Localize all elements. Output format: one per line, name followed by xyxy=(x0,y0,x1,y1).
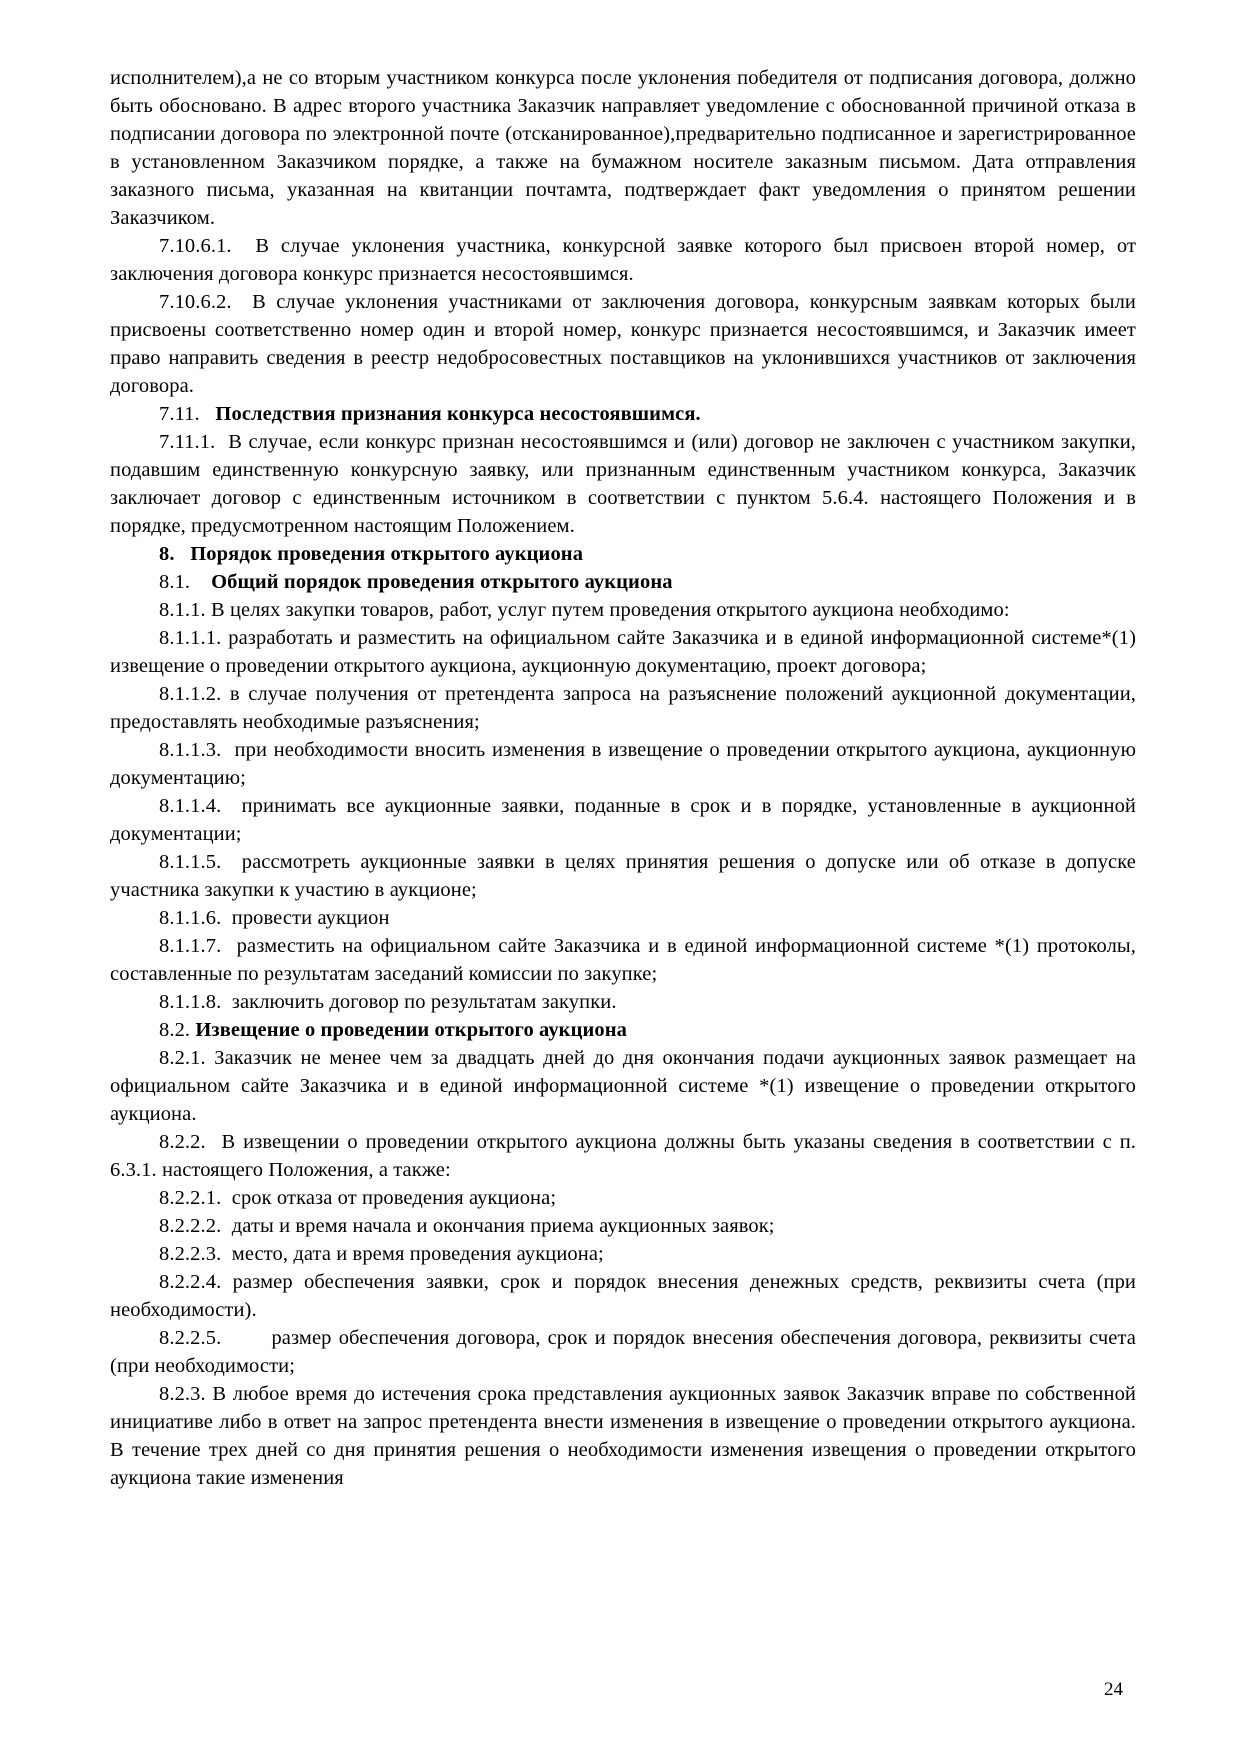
paragraph xyxy=(110,1128,1136,1184)
paragraph-text: 8.1.1.5. рассмотреть аукционные заявки в целях принятия решения о допуске или об отказе в допуске участника закупки к участию в аукционе; xyxy=(110,851,1136,901)
paragraph-text-bold: Извещение о проведении открытого аукциона xyxy=(195,1019,628,1041)
paragraph xyxy=(110,988,1136,1016)
paragraph-text: 8.1.1. В целях закупки товаров, работ, услуг путем проведения открытого аукциона необходимо: xyxy=(159,599,1010,621)
paragraph-text: 8.2.2. В извещении о проведении открытого аукциона должны быть указаны сведения в соответствии с п. 6.3.1. настоящего Положения, а также: xyxy=(110,1131,1136,1181)
paragraph-text: 7.10.6.2. В случае уклонения участниками от заключения договора, конкурсным заявкам которых были присвоены соответственно номер один и второй номер, конкурс признается несостоявшимся, и Заказчик имеет право направить сведения в реестр недобросовестных поставщиков на уклонившихся участников от заключения договора. xyxy=(110,291,1136,397)
paragraph xyxy=(110,288,1136,400)
paragraph-text: 8.2.2.2. даты и время начала и окончания приема аукционных заявок; xyxy=(159,1215,775,1237)
paragraph xyxy=(110,1324,1136,1380)
paragraph xyxy=(110,428,1136,540)
paragraph xyxy=(110,568,1136,596)
page-number: 24 xyxy=(1104,1679,1123,1700)
paragraph-text: 8.2.1. Заказчик не менее чем за двадцать дней до дня окончания подачи аукционных заявок размещает на официальном сайте Заказчика и в единой информационной системе *(1) извещение о проведении открытого аукциона. xyxy=(110,1047,1136,1125)
paragraph-text: 8.2. xyxy=(159,1019,196,1041)
paragraph xyxy=(110,848,1136,904)
document-body xyxy=(110,64,1136,1492)
paragraph-text: 8.2.3. В любое время до истечения срока представления аукционных заявок Заказчик вправе по собственной инициативе либо в ответ на запрос претендента внести изменения в извещение о проведении открытого аукциона. В течение трех дней со дня принятия решения о необходимости изменения извещения о проведении открытого аукциона такие изменения xyxy=(110,1383,1136,1489)
paragraph-text: 8.1.1.1. разработать и разместить на официальном сайте Заказчика и в единой информационной системе*(1) извещение о проведении открытого аукциона, аукционную документацию, проект договора; xyxy=(110,627,1136,677)
paragraph-text: 8.1.1.3. при необходимости вносить изменения в извещение о проведении открытого аукциона, аукционную документацию; xyxy=(110,739,1136,789)
paragraph xyxy=(110,1380,1136,1492)
paragraph xyxy=(110,904,1136,932)
paragraph xyxy=(110,1268,1136,1324)
paragraph xyxy=(110,736,1136,792)
paragraph-text: 8.2.2.5. размер обеспечения договора, срок и порядок внесения обеспечения договора, реквизиты счета (при необходимости; xyxy=(110,1327,1136,1377)
paragraph xyxy=(110,1212,1136,1240)
paragraph xyxy=(110,64,1136,232)
paragraph xyxy=(110,596,1136,624)
paragraph xyxy=(110,540,1136,568)
paragraph xyxy=(110,400,1136,428)
paragraph xyxy=(110,232,1136,288)
paragraph xyxy=(110,792,1136,848)
paragraph xyxy=(110,1240,1136,1268)
paragraph xyxy=(110,680,1136,736)
paragraph-text: 7.11. xyxy=(159,403,216,425)
paragraph xyxy=(110,1044,1136,1128)
paragraph-text: 8.1.1.8. заключить договор по результатам закупки. xyxy=(159,991,617,1013)
paragraph-text-bold: Последствия признания конкурса несостоявшимся. xyxy=(215,403,701,425)
paragraph-text: 8.2.2.1. срок отказа от проведения аукциона; xyxy=(159,1187,557,1209)
paragraph xyxy=(110,624,1136,680)
paragraph-text: 7.10.6.1. В случае уклонения участника, конкурсной заявке которого был присвоен второй номер, от заключения договора конкурс признается несостоявшимся. xyxy=(110,235,1136,285)
paragraph xyxy=(110,1184,1136,1212)
paragraph-text: 8.2.2.4. размер обеспечения заявки, срок и порядок внесения денежных средств, реквизиты счета (при необходимости). xyxy=(110,1271,1136,1321)
paragraph-text: 8.1.1.6. провести аукцион xyxy=(159,907,390,929)
paragraph xyxy=(110,1016,1136,1044)
paragraph-text: 8.1. xyxy=(159,571,212,593)
paragraph-text: 8.1.1.4. принимать все аукционные заявки, поданные в срок и в порядке, установленные в аукционной документации; xyxy=(110,795,1136,845)
paragraph-text-bold: Общий порядок проведения открытого аукциона xyxy=(211,571,673,593)
paragraph-text: 8.1.1.7. разместить на официальном сайте Заказчика и в единой информационной системе *(1) протоколы, составленные по результатам заседаний комиссии по закупке; xyxy=(110,935,1136,985)
paragraph-text: 8.1.1.2. в случае получения от претендента запроса на разъяснение положений аукционной документации, предоставлять необходимые разъяснения; xyxy=(110,683,1136,733)
paragraph-text: 8.2.2.3. место, дата и время проведения аукциона; xyxy=(159,1243,604,1265)
paragraph-text: 7.11.1. В случае, если конкурс признан несостоявшимся и (или) договор не заключен с участником закупки, подавшим единственную конкурсную заявку, или признанным единственным участником конкурса, Заказчик заключает договор с единственным источником в соответствии с пунктом 5.6.4. настоящего Положения и в порядке, предусмотренном настоящим Положением. xyxy=(110,431,1136,537)
paragraph-text-bold: 8. Порядок проведения открытого аукциона xyxy=(159,543,584,565)
paragraph-text: исполнителем),а не со вторым участником конкурса после уклонения победителя от подписания договора, должно быть обосновано. В адрес второго участника Заказчик направляет уведомление с обоснованной причиной отказа в подписании договора по электронной почте (отсканированное),предварительно подписанное и зарегистрированное в установленном Заказчиком порядке, а также на бумажном носителе заказным письмом. Дата отправления заказного письма, указанная на квитанции почтамта, подтверждает факт уведомления о принятом решении Заказчиком. xyxy=(110,67,1136,229)
paragraph xyxy=(110,932,1136,988)
